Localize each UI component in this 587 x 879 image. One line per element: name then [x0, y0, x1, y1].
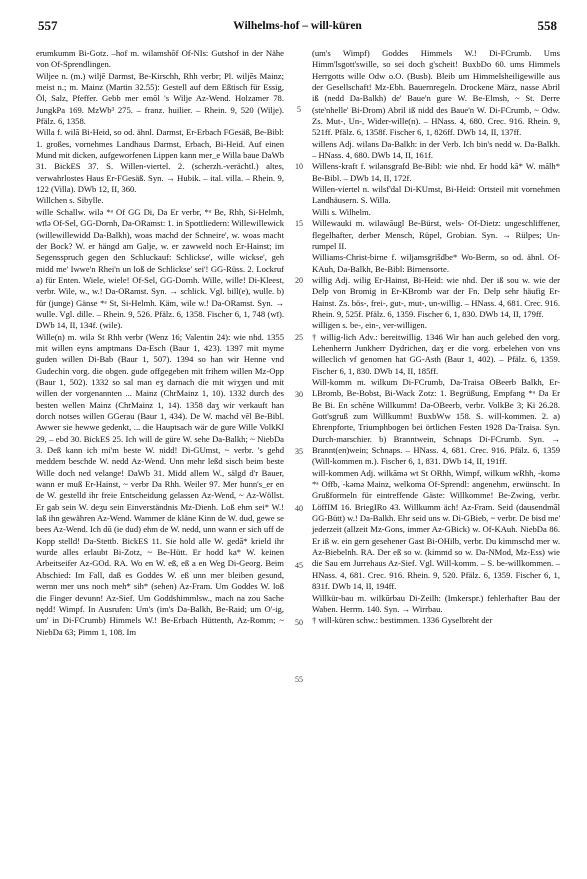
line-number: 45 — [295, 561, 303, 570]
entry: Willewauki m. wilawāugl Be-Bürst, wels- Of-Dietz: ungeschliffener, flegelhafter, derber Mensch, Rüpel, Grobian. Syn. → Rülpes; Un-rumpel II. — [312, 218, 560, 251]
entry: erumkumm Bi-Gotz. –hof m. wilamshōf Of-NIs: Gutshof in der Nähe von Of-Sprendlingen. — [36, 48, 284, 70]
right-column — [312, 48, 560, 627]
left-column — [36, 48, 284, 638]
line-number: 50 — [295, 618, 303, 627]
entry: Willi s. Wilhelm. — [312, 206, 371, 217]
entry: (um's Wimpf) Goddes Himmels W.! Di-FCrumb. Ums Himm'lsgott'swille, so sei doch g'scheit! BuxbDo 60. ums Himmels Herrgotts wille Odw o.O. (Busb). Bleib um Himmelsheiligewille aus der Gesellschaft! Mz-Ebh. Bauernregeln. Drockene März, nasse Abril iß (nedd Da-Balkh) de' Baue'n gure W. Be-Elmsh, ~ St. Derre (ste'nhelle' Bi-Drom) Abril iß nidd des Baue'n W. Di-FCrumb, ~ Odw. Zs. Mut-, Un-, Wider-wille(n). – HNass. 4, 680. Crec. 916. Rhein. 9, 521ff. Pfälz. 6, 1358f. Fischer 6, 1, 826ff. DWb 14, II, 137ff. — [312, 48, 560, 138]
line-number: 5 — [297, 105, 301, 114]
entry: wille Schallw. wilə *ᵃ Of GG Di, Da Er verbr, *ᵃ Be, Rhh, Si-Helmh, wīlə Of-Sel, GG-Dornh, Da-ORamst: 1. in Spottliedern: Willewillewick (willewillewidd Da-Balkh), woas machd der Schneire', w. woas macht der Bock? W. er hängd am Galje, w. er zawweld noch Er-Hainst; im Segensspruch gegen den Schluckauf: Schlickse', wille wickse', geh midd me' Iwwe'n Rhei'n un loß de Schlickse' sei'! GG-Rüss. 2. Lockruf a) für Enten. Wiele, wiele! Of-Sel, GG-Dornh. Wille, wille! Di-Kleest, verbr. Wile, w., w.! Da-ORamst. Syn. → schlick. Vgl. bill(e), wulle. b) für (junge) Gänse *ᵃ St, Si-Helmh. Käm, wile w.! Da-ORamst. Syn. → wulle. Vgl. dille. – Rhein. 9, 526. Pfälz. 6, 1358. Fischer 6, 1, 748 (wī). DWb 14, II, 134f. (wile). — [36, 206, 284, 331]
entry: willigen s. be-, ein-, ver-willigen. — [312, 320, 427, 331]
page-header — [38, 18, 557, 40]
entry: Willens-kraft f. wilənsgrafd Be-Bibl: wie nhd. Er hodd kā* W. mālh* Be-Bibl. – DWb 14, II, 172f. — [312, 161, 560, 183]
line-number: 10 — [295, 162, 303, 171]
entry: Willchen s. Sibylle. — [36, 195, 104, 206]
line-number: 35 — [295, 447, 303, 456]
line-number: 15 — [295, 219, 303, 228]
line-number: 55 — [295, 675, 303, 684]
entry: Willen-viertel n. wilsf'dal Di-KUmst, Bi-Heid: Ortsteil mit vornehmen Landhäusern. S. Willa. — [312, 184, 560, 206]
entry: willens Adj. wilans Da-Balkh: in der Verb. Ich bin's nedd w. Da-Balkh. – HNass. 4, 680. DWb 14, II, 161f. — [312, 138, 560, 161]
left-page-number: 557 — [38, 18, 58, 33]
entry: Willkür-bau m. wilkūrbau Di-Zeilh: (Imkerspr.) fehlerhafter Bau der Waben. Herrm. 140. Syn. → Wirrbau. — [312, 592, 560, 614]
line-number: 25 — [295, 333, 303, 342]
entry: will-kommen Adj. wilkāmə wt St ORhh, Wimpf, wilkum wRhh, -komə *ᵃ Offb, -kəmə Mainz, welkoma Of-Sprendl: angenehm, erwünscht. In Grußformeln für eintreffende Gäste: Willkomme! Be-Zwing, verbr. LöffIM 16. BriegIRo 43. Willkumm äch! Az-Fram. Seid (dausendmāl GG-Bütt) w.! Da-Balkh. Ehr seid uns w. Di-GBieb, ~ verbr. De bisd me' jederzeit (allzeit Mz-Gons, immer Az-GBick) w. Of-KAuh. NiebDa 86. Er iß w. ein gern gesehener Gast Bi-OHilb, verbr. Du kimmschd mer w. Az-Biebelnh. RA. Der eß so w. (kimmd so w. Da-NMod, Mz-Ess) wie die Sau em Jurrehaus Az-Sief. Vgl. Will-komm. – S. be-willkommen. – HNass. 4, 681. Crec. 916. Rhein. 9, 520. Pfälz. 6, 1359. Fischer 6, 1, 831f. DWb 14, II, 194ff. — [312, 467, 560, 592]
entry: Will-komm m. wilkum Di-FCrumb, Da-Traisa OBeerb Balkh, Er-LBromb, Be-Bobst, Bi-Wack Zotz: 1. Begrüßung, Empfang *ᵃ Da Er Be Bi. En schēne Willkumm! Da-OBeerb, verbr. VolkBe 3; Ki 26.28. Gott'sgruß zum Willkumm! BuxbWw 158. S. will-kommen. 2. a) Ehrenpforte, Triumphbogen bei örtlichen Festen 1928 Da-Traisa. Syn. Durch-marschier. b) Branntwein, Schnaps Di-FCrumb. Syn. → Brannt(en)wein; Schnaps. – HNass. 4, 681. Crec. 916. Pfälz. 6, 1359 (Will-kommen m.). Fischer 6, 1, 831. DWb 14, II, 191ff. — [312, 376, 560, 467]
line-number: 30 — [295, 390, 303, 399]
entry: Wille(n) m. wilə St Rhh verbr (Wenz 16; Valentin 24): wie nhd. 1355 mit willen eyns amptmans Da-Esch (Baur 1, 423). 1397 mit myme guden willen Di-Bab (Baur 1, 507). 1394 so han wir Henne vnd Gudechin vorg. die obgen. gude offgegeben mit frihem willen Mz-Opp (Baur 1, 502). 1332 so sal man eʒ darnach die mit wiʒʒen und mit willen der vorgenannten ... Mainz (ChrMainz 1, 10). 1332 durch des besten wellen Mainz (ChrMainz 1, 14). 1358 daʒ wir verkauft han dorch notses willen GGerau (Baur 1, 434). De W. machd vēl Be-Bibl. Awwer sie hewwe gedenkt, ... die Hauptsach wär de gure Wille VolkKl 29, – ebd 30. BickES 25. Ich will de güre W. sehe Da-Balkh; ~ NiebDa 3. Deß kann ich mi'm beste W. nidd! Di-GUmst, ~ verbr. 's gehd meddem beschde W. nedd Az-Wend. Unn mehr leßd sisch beim beste Wille doch ned velange! DaWb 31. Midd allem W., sälgd d'r Bauer, wann er muß Er-Hainst, ~ verbr Da Rhh. Weiler 97. Mer hunn's_er en de W. gestelld ihr freie Entscheidung gelassen Az-Wend, ~ Az-Wöllst. Er gab sein W. deʒu sein Einverständnis Mz-Dienh. Loß ehm sei* W.! laß ihn gewähren Az-Wend. Wammer de kläne Kinn de W. dud, gewe se bees Az-Wend. Ich dū (ie dud) ehm de W. nedd, unn wann er sich uff de Kopp stelld! Da-Stettb. BickES 11. Sie hold alle W. gedā* krield ihr wurde alles erlaubt Bi-Zotz, ~ Be-Hütt. Er hodd ka* W. keinen Arbeitseifer Az-GOd. RA. Wo en W. eß, eß a en Weg Di-Georg. Beim Abschied: Im Fall, daß es Goddes W. eß unn mer bleiben gesund, wernn mer uns noch meh* sih* (sehen) Az-Fram. Um Goddes W. loß die Finger devunn! Az-Sief. Um Goddshimmlsw., mach na zou Sache nędd! Wimpf. In Ausrufen: Um's (im's Da-Balkh, Be-Raid; um O'-ig, um' in Di-FCrumb) Himmels W.! Be-Erbach Hüttenth, Az-Romm; ~ NiebDa 63; Pimm 1, 108. Im — [36, 331, 284, 637]
entry: willig Adj. wilig Er-Hainst, Bi-Heid: wie nhd. Der iß sou w. wie der Delp von Bromig in Er-KBromb war der Fn. Delp sehr häufig Er-Hainst. Zs. bös-, frei-, gut-, mut-, un-willig. – HNass. 4, 681. Crec. 916. Rhein. 9, 525f. Pfälz. 6, 1359. Fischer 6, 1, 830. DWb 14, II, 179ff. — [312, 274, 560, 319]
entry: Willa f. wilā Bi-Heid, so od. ähnl. Darmst, Er-Erbach FGesäß, Be-Bibl: 1. großes, vornehmes Landhaus Darmst, Erbach, Bi-Heid. Auf einen Mund mit dicken, aufgeworfenen Lippen kann mer_e Willa baue DaWb 31. BickES 37. S. Willen-viertel. 2. (scherzh.-verächtl.) altes, verwahrlostes Haus Er-FGesäß. Syn. → Hubik. – ital. villa. – Rhein. 9, 122 (Villa). DWb 12, II, 360. — [36, 127, 284, 195]
line-number: 20 — [295, 276, 303, 285]
entry: † willig-lich Adv.: bereitwillig. 1346 Wir han auch gelebed den vorg. Lehenherrn Junkherr Dydrichen, daʒ er die vorg. erbelehen von vns willeclich vf genomen hat GG-Asth (Baur 1, 402). – Pfälz. 6, 1359. Fischer 6, 1, 830. DWb 14, II, 185ff. — [312, 331, 560, 376]
entry: Wiljee n. (m.) wiljē Darmst, Be-Kirschh, Rhh verbr; Pl. wiljēs Mainz; meist n.; m. Mainz (Martin 32.55): Gestell auf dem Eßtisch für Essig, Öl, Salz, Pfeffer. Gebb mer emōl 's Wilje Az-Wend. Holzamer 78. JungkPa 169. MzWb³ 275. – franz. huilier. – Rhein. 9, 520 (Wilje). Pfälz. 6, 1358. — [36, 70, 284, 127]
right-page-number: 558 — [537, 18, 557, 33]
entry: † will-küren schw.: bestimmen. 1336 Gyselbreht der — [312, 615, 493, 626]
entry: Williams-Christ-birne f. wiljamsgrišdbe* Wo-Berm, so od. ähnl. Of-KAuh, Da-Balkh, Be-Bibl: Birnensorte. — [312, 252, 560, 274]
running-head: Wilhelms-hof – will-küren — [233, 20, 362, 32]
line-number: 40 — [295, 504, 303, 513]
